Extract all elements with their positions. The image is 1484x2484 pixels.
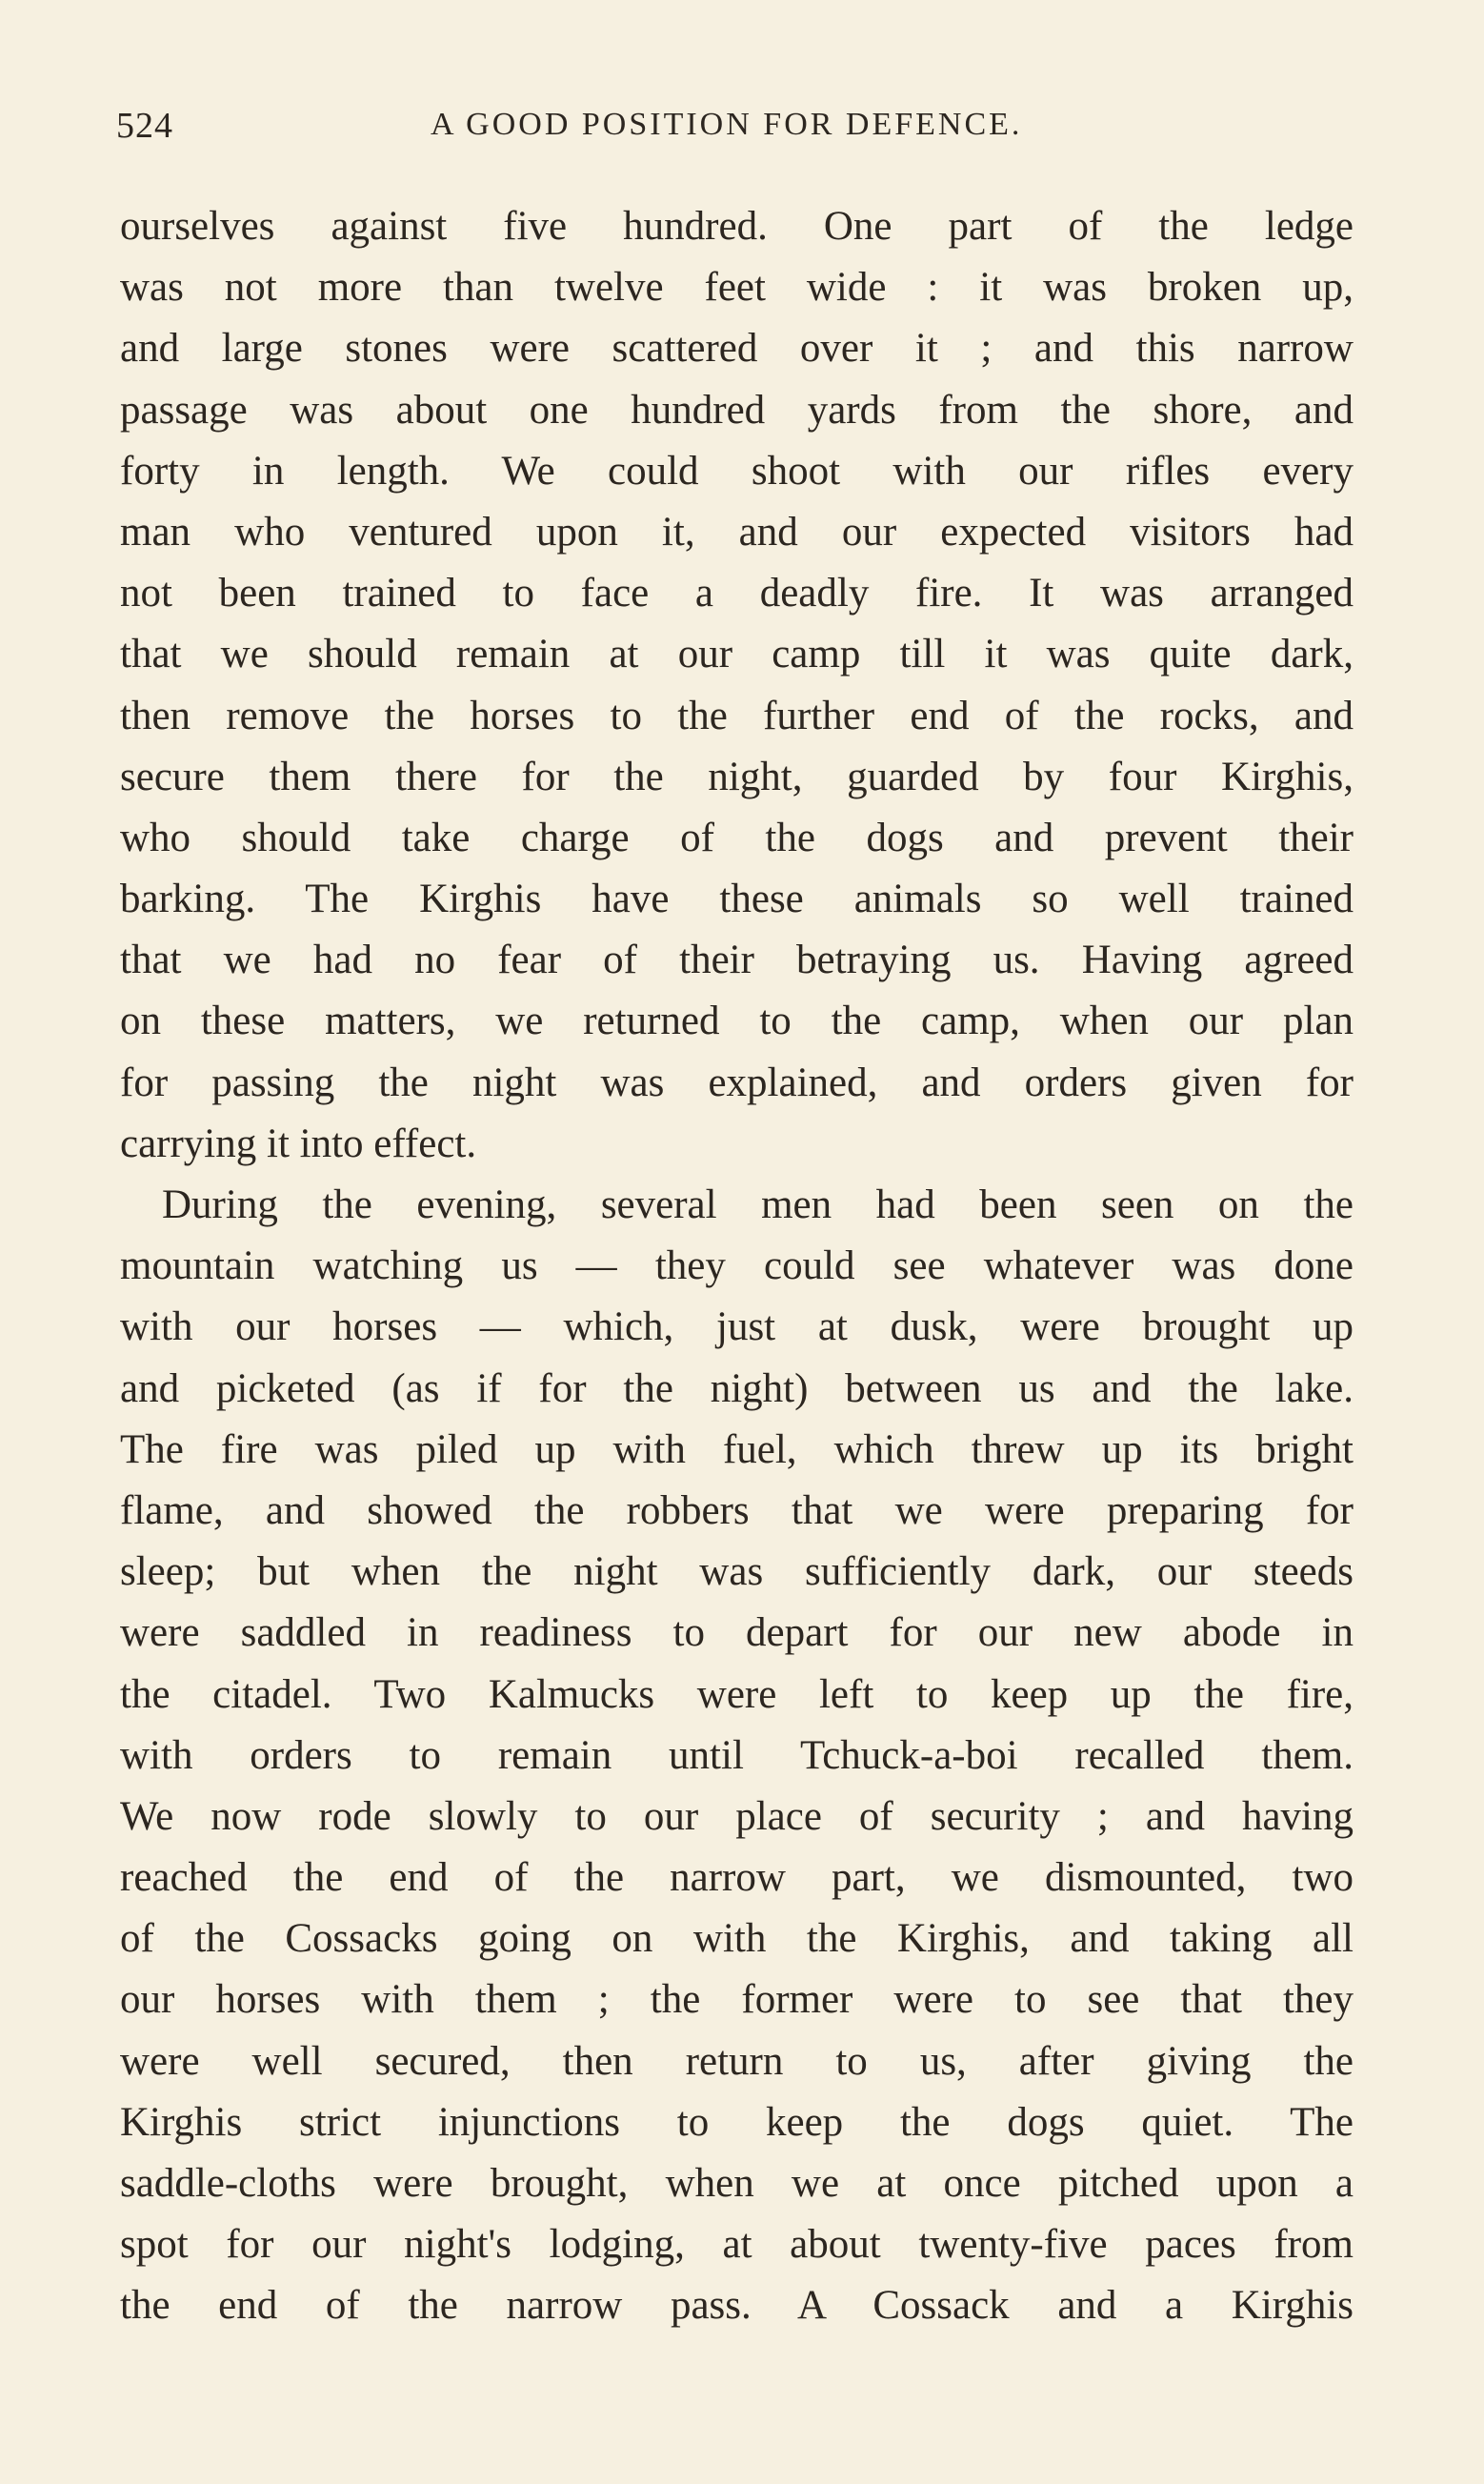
- text-line: the citadel. Two Kalmucks were left to keep up the fire,: [120, 1671, 1354, 1717]
- text-line: sleep; but when the night was sufficiently dark, our steeds: [120, 1549, 1354, 1595]
- text-line: saddle-cloths were brought, when we at once pitched upon a: [120, 2161, 1354, 2206]
- text-line: ourselves against five hundred. One part of the ledge: [120, 204, 1354, 249]
- text-line: We now rode slowly to our place of security ; and having: [120, 1793, 1354, 1839]
- text-line: forty in length. We could shoot with our rifles every: [120, 448, 1354, 494]
- text-line: was not more than twelve feet wide : it was broken up,: [120, 265, 1354, 311]
- page-number: 524: [116, 106, 173, 146]
- text-line: The fire was piled up with fuel, which threw up its bright: [120, 1426, 1354, 1472]
- text-line: that we should remain at our camp till it was quite dark,: [120, 632, 1354, 677]
- text-line: with orders to remain until Tchuck-a-boi recalled them.: [120, 1732, 1354, 1778]
- text-line: man who ventured upon it, and our expected visitors had: [120, 509, 1354, 555]
- running-title: A GOOD POSITION FOR DEFENCE.: [431, 107, 1023, 142]
- text-line: spot for our night's lodging, at about twenty-five paces from: [120, 2222, 1354, 2268]
- text-line: and picketed (as if for the night) between us and the lake.: [120, 1365, 1354, 1411]
- body-text: [120, 196, 1354, 2337]
- text-line: our horses with them ; the former were to see that they: [120, 1977, 1354, 2023]
- text-line: passage was about one hundred yards from the shore, and: [120, 387, 1354, 433]
- running-head: [116, 105, 1354, 162]
- text-line: were saddled in readiness to depart for our new abode in: [120, 1610, 1354, 1656]
- text-line: Kirghis strict injunctions to keep the dogs quiet. The: [120, 2099, 1354, 2145]
- text-line: mountain watching us — they could see whatever was done: [120, 1243, 1354, 1289]
- text-line: of the Cossacks going on with the Kirghis, and taking all: [120, 1916, 1354, 1962]
- text-line: for passing the night was explained, and orders given for: [120, 1060, 1354, 1105]
- text-line: who should take charge of the dogs and prevent their: [120, 815, 1354, 860]
- text-line: flame, and showed the robbers that we were preparing for: [120, 1487, 1354, 1533]
- text-line: on these matters, we returned to the camp, when our plan: [120, 999, 1354, 1044]
- text-line: reached the end of the narrow part, we dismounted, two: [120, 1855, 1354, 1901]
- text-line: that we had no fear of their betraying us. Having agreed: [120, 938, 1354, 983]
- text-line: barking. The Kirghis have these animals so well trained: [120, 877, 1354, 922]
- paragraph-end-line: carrying it into effect.: [120, 1121, 477, 1166]
- text-line: not been trained to face a deadly fire. It was arranged: [120, 571, 1354, 616]
- text-line: with our horses — which, just at dusk, were brought up: [120, 1304, 1354, 1350]
- text-line: secure them there for the night, guarded by four Kirghis,: [120, 754, 1354, 799]
- text-line: were well secured, then return to us, after giving the: [120, 2038, 1354, 2084]
- text-line: then remove the horses to the further end of the rocks, and: [120, 693, 1354, 738]
- paragraph-start-line: During the evening, several men had been seen on the: [162, 1182, 1354, 1227]
- text-line: the end of the narrow pass. A Cossack and a Kirghis: [120, 2283, 1354, 2329]
- text-line: and large stones were scattered over it ; and this narrow: [120, 326, 1354, 372]
